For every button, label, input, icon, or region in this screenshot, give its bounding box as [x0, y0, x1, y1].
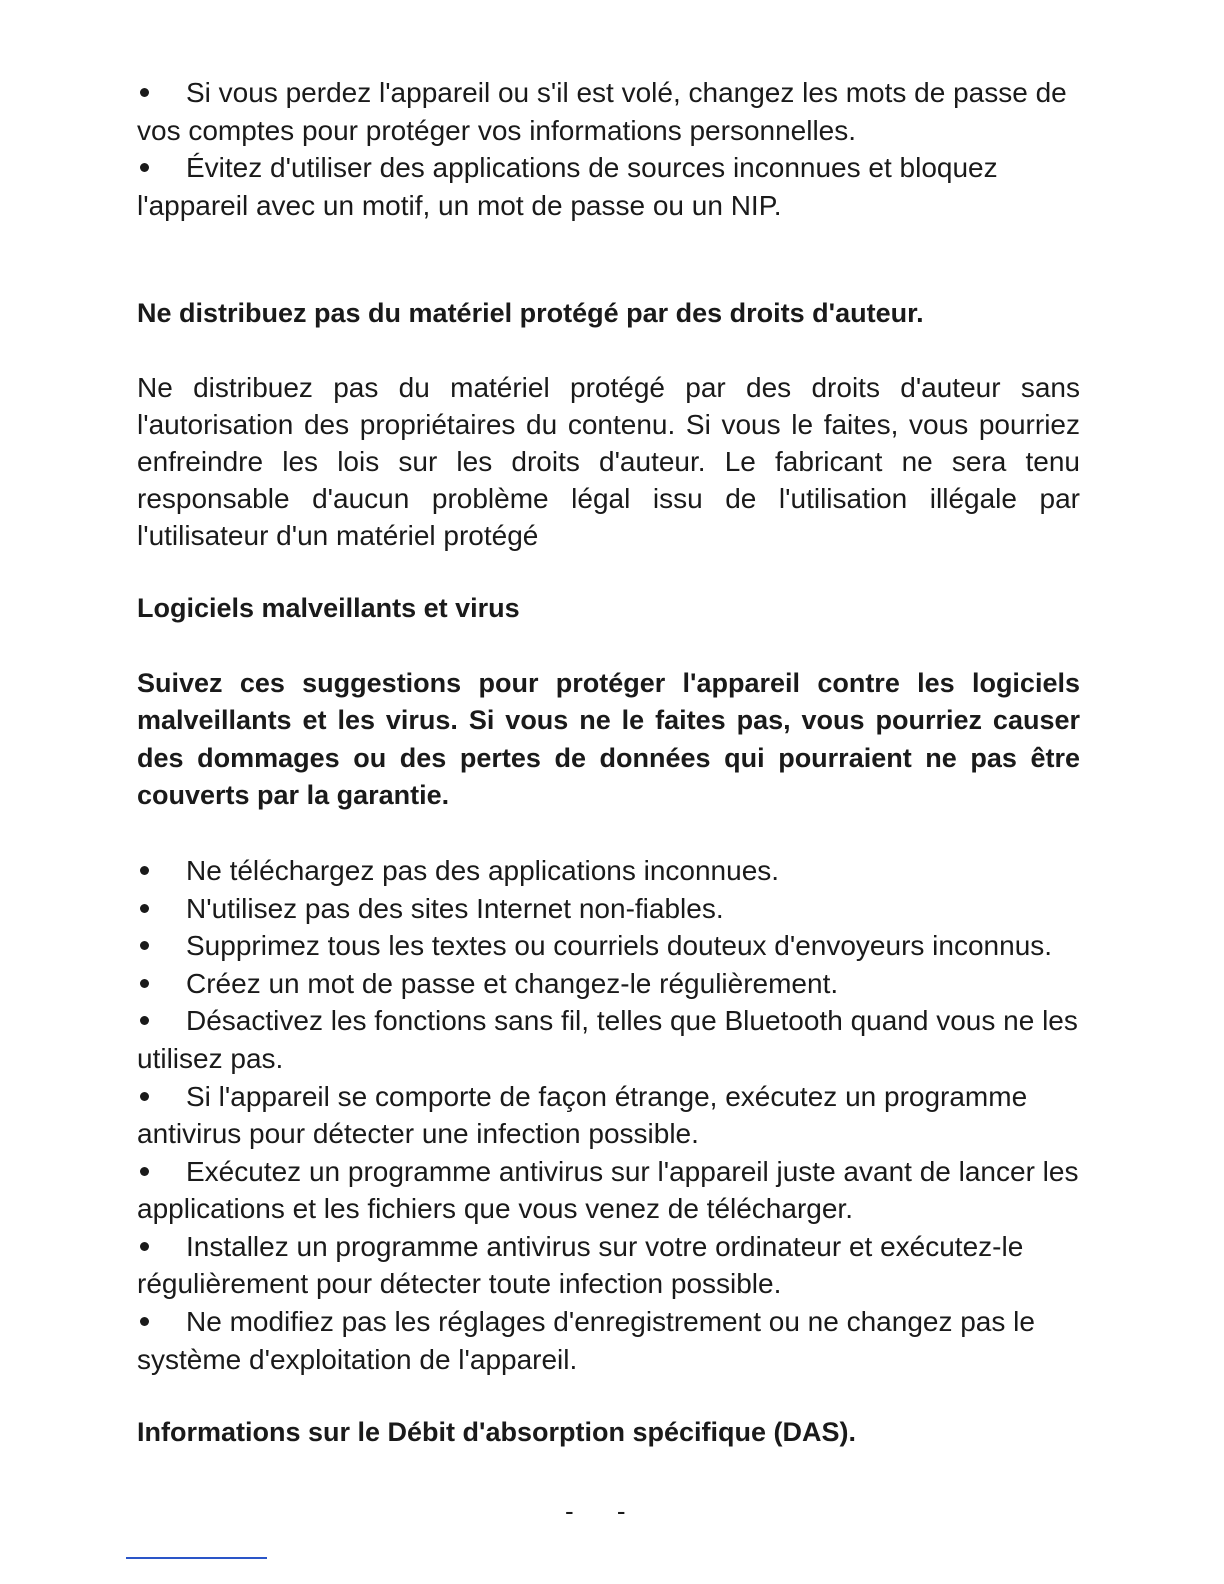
list-item: [137, 927, 1080, 965]
list-item: [137, 890, 1080, 928]
list-item-text: Évitez d'utiliser des applications de sources inconnues et bloquez l'appareil avec un motif, un mot de passe ou un NIP.: [137, 152, 998, 221]
copyright-heading: Ne distribuez pas du matériel protégé par des droits d'auteur.: [137, 298, 924, 329]
list-item: [137, 965, 1080, 1003]
list-item: [137, 1078, 1080, 1153]
page-number-marker: - -: [565, 1496, 626, 1526]
bullet-icon: [140, 866, 149, 875]
list-item-text: N'utilisez pas des sites Internet non-fiables.: [186, 892, 724, 924]
list-item: [137, 1228, 1080, 1303]
malware-bullet-list: [137, 852, 1080, 1378]
sar-heading: Informations sur le Débit d'absorption spécifique (DAS).: [137, 1417, 856, 1448]
list-item: [137, 74, 1080, 149]
bullet-icon: [140, 1016, 149, 1025]
document-page: [137, 74, 1080, 1452]
bullet-icon: [140, 904, 149, 913]
bullet-icon: [140, 163, 149, 172]
list-item-text: Installez un programme antivirus sur votre ordinateur et exécutez-le régulièrement pour détecter toute infection possible.: [137, 1230, 1024, 1300]
bullet-icon: [140, 1092, 149, 1101]
list-item-text: Désactivez les fonctions sans fil, telles que Bluetooth quand vous ne les utilisez pas.: [137, 1005, 1078, 1074]
list-item-text: Ne téléchargez pas des applications inconnues.: [186, 854, 780, 886]
malware-heading: Logiciels malveillants et virus: [137, 592, 520, 623]
list-item: [137, 852, 1080, 890]
malware-lead-paragraph: Suivez ces suggestions pour protéger l'appareil contre les logiciels malveillants et les virus. Si vous ne le faites pas, vous pourriez causer des dommages ou des pertes de données qui pourraient ne pas être couverts par la garantie.: [137, 667, 1080, 811]
footer-divider: [126, 1557, 267, 1559]
bullet-icon: [140, 1317, 149, 1326]
bullet-icon: [140, 1167, 149, 1176]
list-item-text: Supprimez tous les textes ou courriels douteux d'envoyeurs inconnus.: [186, 930, 1053, 962]
list-item-text: Exécutez un programme antivirus sur l'appareil juste avant de lancer les applications et les fichiers que vous venez de télécharger.: [137, 1155, 1079, 1225]
bullet-icon: [140, 979, 149, 988]
top-bullet-list: [137, 74, 1080, 224]
list-item: [137, 149, 1080, 224]
bullet-icon: [140, 88, 149, 97]
list-item-text: Si vous perdez l'appareil ou s'il est volé, changez les mots de passe de vos comptes pour protéger vos informations personnelles.: [137, 77, 1067, 146]
bullet-icon: [140, 941, 149, 950]
list-item: [137, 1303, 1080, 1378]
list-item: [137, 1153, 1080, 1228]
list-item-text: Créez un mot de passe et changez-le régulièrement.: [186, 967, 839, 999]
copyright-paragraph: Ne distribuez pas du matériel protégé par des droits d'auteur sans l'autorisation des propriétaires du contenu. Si vous le faites, vous pourriez enfreindre les lois sur les droits d'auteur. Le fabricant ne sera tenu responsable d'aucun problème légal issu de l'utilisation illégale par l'utilisateur d'un matériel protégé: [137, 371, 1080, 551]
list-item-text: Ne modifiez pas les réglages d'enregistrement ou ne changez pas le système d'exploitation de l'appareil.: [137, 1306, 1035, 1375]
list-item-text: Si l'appareil se comporte de façon étrange, exécutez un programme antivirus pour détecter une infection possible.: [137, 1080, 1028, 1150]
bullet-icon: [140, 1242, 149, 1251]
list-item: [137, 1002, 1080, 1077]
